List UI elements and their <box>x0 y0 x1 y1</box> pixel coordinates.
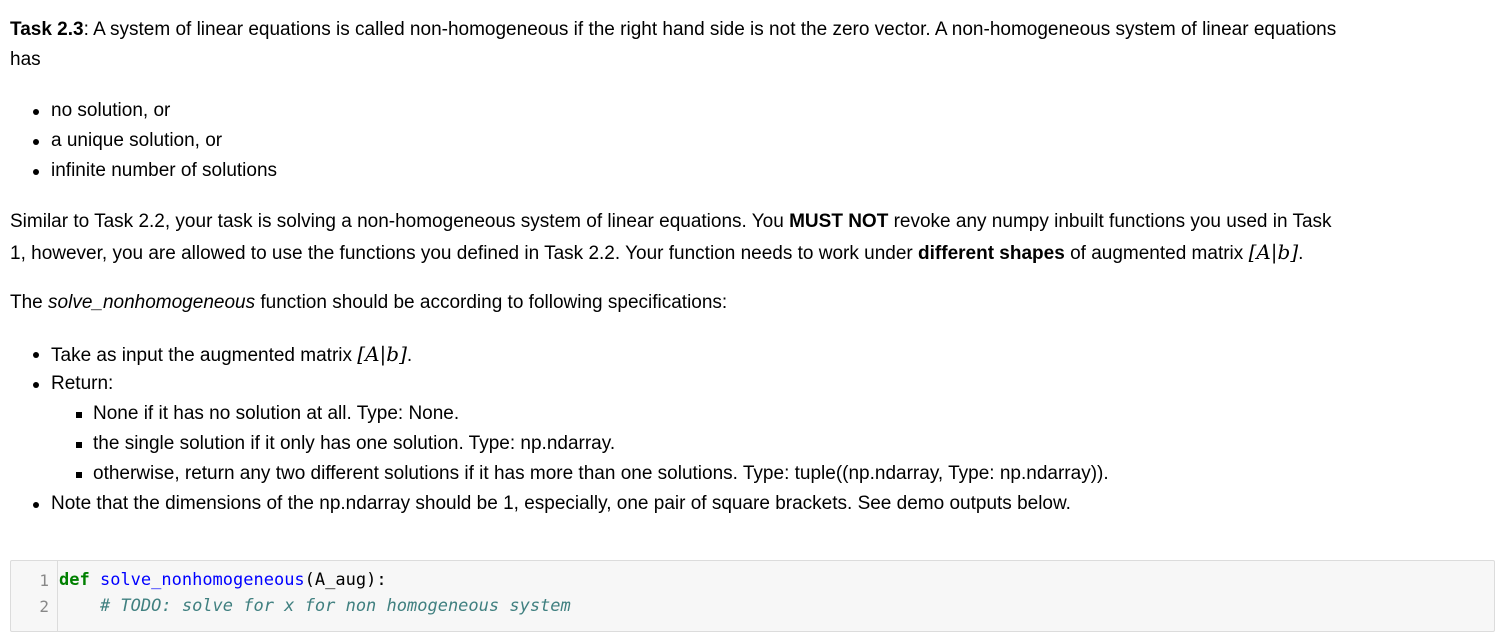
code-line[interactable] <box>59 570 387 590</box>
function-signature: (A_aug): <box>304 570 387 590</box>
spec-input-item <box>51 339 412 371</box>
task-label: Task 2.3 <box>10 19 84 40</box>
task-text: Similar to Task 2.2, your task is solving a non-homogeneous system of linear equations. You <box>10 211 790 232</box>
augmented-matrix-math: [A|b] <box>1248 240 1299 264</box>
function-name-emphasis: solve_nonhomogeneous <box>48 292 256 313</box>
task-text: . <box>1298 243 1304 264</box>
bullet-dot <box>33 109 39 115</box>
line-number-gutter <box>11 561 58 631</box>
square-bullet <box>76 472 82 478</box>
return-item: otherwise, return any two different solutions if it has more than one solutions. Type: tuple((np.ndarray, Type: np.ndarray)). <box>93 463 1109 484</box>
must-not-emphasis: MUST NOT <box>789 211 889 232</box>
bullet-dot <box>33 169 39 175</box>
spec-note-item: Note that the dimensions of the np.ndarray should be 1, especially, one pair of square brackets. See demo outputs below. <box>51 493 1071 514</box>
task-paragraph-line2 <box>10 237 1303 269</box>
outcome-item: infinite number of solutions <box>51 160 278 181</box>
outcome-item: a unique solution, or <box>51 130 223 151</box>
bullet-dot <box>33 382 39 388</box>
intro-paragraph <box>10 15 1336 45</box>
code-cell-editor[interactable] <box>10 560 1495 632</box>
spec-text: Take as input the augmented matrix <box>51 345 358 366</box>
todo-comment: # TODO: solve for x for non homogeneous system <box>99 596 571 616</box>
augmented-matrix-math: [A|b] <box>357 342 407 366</box>
spec-intro-paragraph <box>10 288 727 318</box>
code-line[interactable] <box>59 596 571 616</box>
task-text: 1, however, you are allowed to use the functions you defined in Task 2.2. Your function needs to work under <box>10 243 919 264</box>
spec-return-item: Return: <box>51 373 114 394</box>
return-item: the single solution if it only has one solution. Type: np.ndarray. <box>93 433 616 454</box>
return-item: None if it has no solution at all. Type: None. <box>93 403 460 424</box>
square-bullet <box>76 412 82 418</box>
line-number: 1 <box>39 571 49 590</box>
intro-text: : A system of linear equations is called non-homogeneous if the right hand side is not the zero vector. A non-homogeneous system of linear equations <box>83 19 1337 40</box>
spec-text: function should be according to following specifications: <box>255 292 728 313</box>
def-keyword: def <box>59 570 90 590</box>
spec-text: The <box>10 292 49 313</box>
bullet-dot <box>33 352 39 358</box>
shapes-emphasis: different shapes <box>918 243 1065 264</box>
task-text: of augmented matrix <box>1064 243 1249 264</box>
line-number: 2 <box>39 597 49 616</box>
spec-text: . <box>406 345 413 366</box>
function-name: solve_nonhomogeneous <box>99 570 305 590</box>
square-bullet <box>76 442 82 448</box>
indent <box>59 596 100 616</box>
task-paragraph-line1 <box>10 207 1332 237</box>
bullet-dot <box>33 139 39 145</box>
outcome-item: no solution, or <box>51 100 171 121</box>
intro-paragraph-line2: has <box>10 49 41 70</box>
task-text: revoke any numpy inbuilt functions you used in Task <box>888 211 1332 232</box>
bullet-dot <box>33 502 39 508</box>
